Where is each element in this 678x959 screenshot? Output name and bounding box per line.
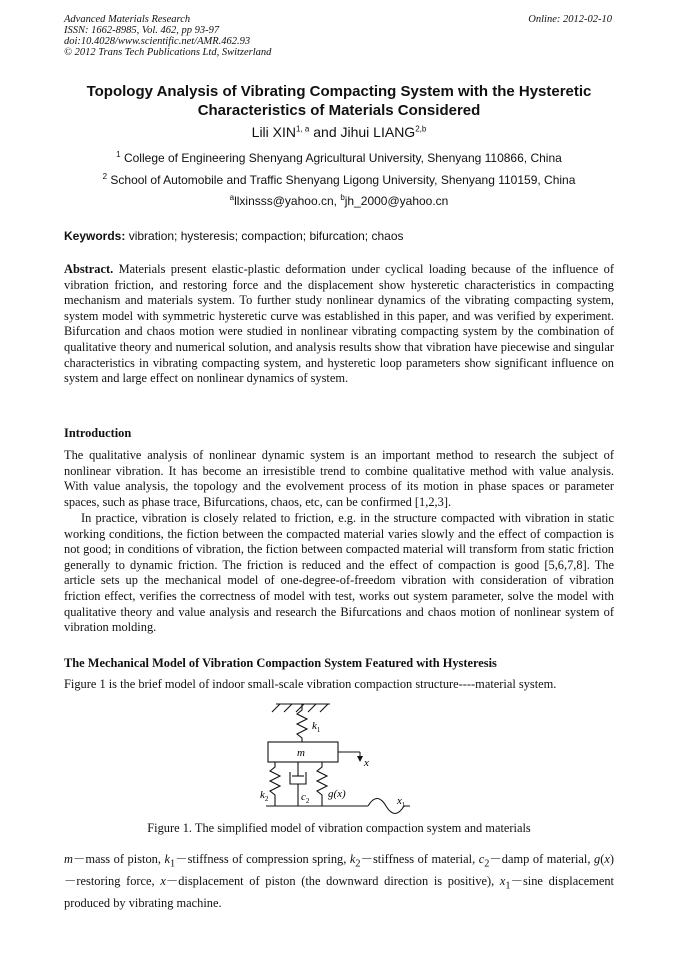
sym-k1-sub: 1 <box>170 858 176 870</box>
def-k1: －stiffness of compression spring, <box>175 852 350 866</box>
mechanical-model-paragraph: Figure 1 is the brief model of indoor small-scale vibration compaction structure----material system. <box>64 677 557 691</box>
section-heading-mechanical-model: The Mechanical Model of Vibration Compaction System Featured with Hysteresis <box>64 656 497 670</box>
def-g: )－restoring force, <box>64 852 614 888</box>
figure-1-diagram <box>240 694 440 816</box>
introduction-paragraph-2: In practice, vibration is closely related to friction, e.g. in the structure compacted with vibration in static working conditions, the fiction between the compacted material varies slowly and the effect of compaction is not good; in conditions of vibration, the fiction between compacted material will transform from static friction generally to dynamic friction. The friction is reduced and the effect of compaction is good [5,6,7,8]. The article sets up the mechanical model of one-degree-of-freedom vibration with consideration of vibration friction effect, verifies the correctness of model with test, works out system parameter, solve the model with qualitative theory and value analysis and research the Bifurcations and chaos motion of nonlinear system of vibration molding. <box>64 511 614 635</box>
def-m: －mass of piston, <box>72 852 165 866</box>
author-2: Jihui LIANG <box>340 124 416 140</box>
abstract-label: Abstract. <box>64 262 114 276</box>
sym-k2: k <box>349 852 356 866</box>
introduction-paragraph-1: The qualitative analysis of nonlinear dynamic system is an important method to research the subject of nonlinear vibration. It has become an irresistible trend to combine qualitative method with value analysis. With value analysis, the topology and the evolvement process of its motion in phase spaces or parameter spaces, such as phase trace, Bifurcations, chaos, etc, can be confirmed [1,2,3]. <box>64 448 614 509</box>
affiliation-2-text: School of Automobile and Traffic Shenyang Ligong University, Shenyang 110159, China <box>110 173 576 187</box>
affiliation-2 <box>64 173 614 187</box>
def-x: －displacement of piston (the downward direction is positive), <box>165 873 500 888</box>
keywords-text: vibration; hysteresis; compaction; bifurcation; chaos <box>125 229 404 243</box>
spring-gx <box>317 762 327 806</box>
email-a-marker: a <box>229 193 235 202</box>
sym-c2: c <box>478 852 485 866</box>
journal-copyright: © 2012 Trans Tech Publications Ltd, Switzerland <box>64 47 272 58</box>
def-paren-open: ( <box>600 852 605 866</box>
symbol-definitions <box>64 851 614 912</box>
author-conjunction: and <box>309 124 341 140</box>
sym-x-arg: x <box>604 852 610 866</box>
email-b-marker: b <box>340 193 345 202</box>
x-arrow-head <box>357 756 363 762</box>
def-x1: －sine displacement produced by vibrating machine. <box>64 873 614 910</box>
affiliation-1-text: College of Engineering Shenyang Agricultural University, Shenyang 110866, China <box>123 151 562 165</box>
sym-x1: x <box>499 873 506 888</box>
online-date: Online: 2012-02-10 <box>528 14 612 25</box>
sym-k2-sub: 2 <box>355 858 361 870</box>
sym-x: x <box>160 873 166 888</box>
abstract <box>64 262 614 387</box>
paper-title <box>64 82 614 120</box>
label-c2: $c_2$ <box>301 791 310 805</box>
journal-name: Advanced Materials Research <box>64 14 191 25</box>
journal-header <box>64 14 271 58</box>
label-x: x <box>364 757 369 769</box>
author-line <box>64 124 614 140</box>
section-heading-introduction: Introduction <box>64 426 132 440</box>
journal-doi: doi:10.4028/www.scientific.net/AMR.462.93 <box>64 36 251 47</box>
sym-g: g <box>594 852 601 866</box>
author-1-affil: 1, a <box>296 124 310 134</box>
keywords-label: Keywords: <box>64 229 126 243</box>
author-2-affil: 2,b <box>415 124 427 134</box>
affiliation-1-number: 1 <box>116 150 121 159</box>
sym-x1-sub: 1 <box>505 880 511 892</box>
keywords <box>64 229 614 243</box>
email-a[interactable]: llxinsss@yahoo.cn, <box>234 194 341 208</box>
sym-c2-sub: 2 <box>484 858 490 870</box>
affiliation-1 <box>64 151 614 165</box>
spring-k2 <box>270 762 280 806</box>
title-line-2: Characteristics of Materials Considered <box>197 102 481 119</box>
label-m: m <box>297 747 305 759</box>
title-line-1: Topology Analysis of Vibrating Compacting System with the Hysteretic <box>86 83 592 100</box>
sym-m: m <box>64 852 73 866</box>
def-c2: －damp of material, <box>489 852 595 866</box>
label-x1: $x_1$ <box>397 795 406 809</box>
journal-issn: ISSN: 1662-8985, Vol. 462, pp 93-97 <box>64 25 220 36</box>
author-emails <box>64 194 614 208</box>
label-k1: $k_1$ <box>312 720 321 734</box>
def-k2: －stiffness of material, <box>360 852 479 866</box>
figure-1-caption: Figure 1. The simplified model of vibration compaction system and materials <box>147 821 531 835</box>
sym-k1: k <box>164 852 171 866</box>
affiliation-2-number: 2 <box>102 172 108 181</box>
label-k2: $k_2$ <box>260 789 269 803</box>
email-b[interactable]: jh_2000@yahoo.cn <box>344 194 449 208</box>
author-1: Lili XIN <box>251 124 297 140</box>
label-gx: g(x) <box>328 788 346 800</box>
abstract-text: Materials present elastic-plastic deformation under cyclical loading because of the influence of vibration friction, and restoring force and the displacement show hysteretic characteristics in compacting mechanism and materials system. To further study nonlinear dynamics of the vibrating compacting system, system model with symmetric hysteretic curve was established in this paper, and was verified by experiment. Bifurcation and chaos motion were studied in nonlinear vibrating compacting system by the combination of qualitative theory and numerical solution, and analysis results show that vibration have piecewise and singular characteristics in vibrating compacting system, and hysteretic loop parameters show significant influence on system and large effect on nonlinear dynamics of system. <box>64 262 614 386</box>
